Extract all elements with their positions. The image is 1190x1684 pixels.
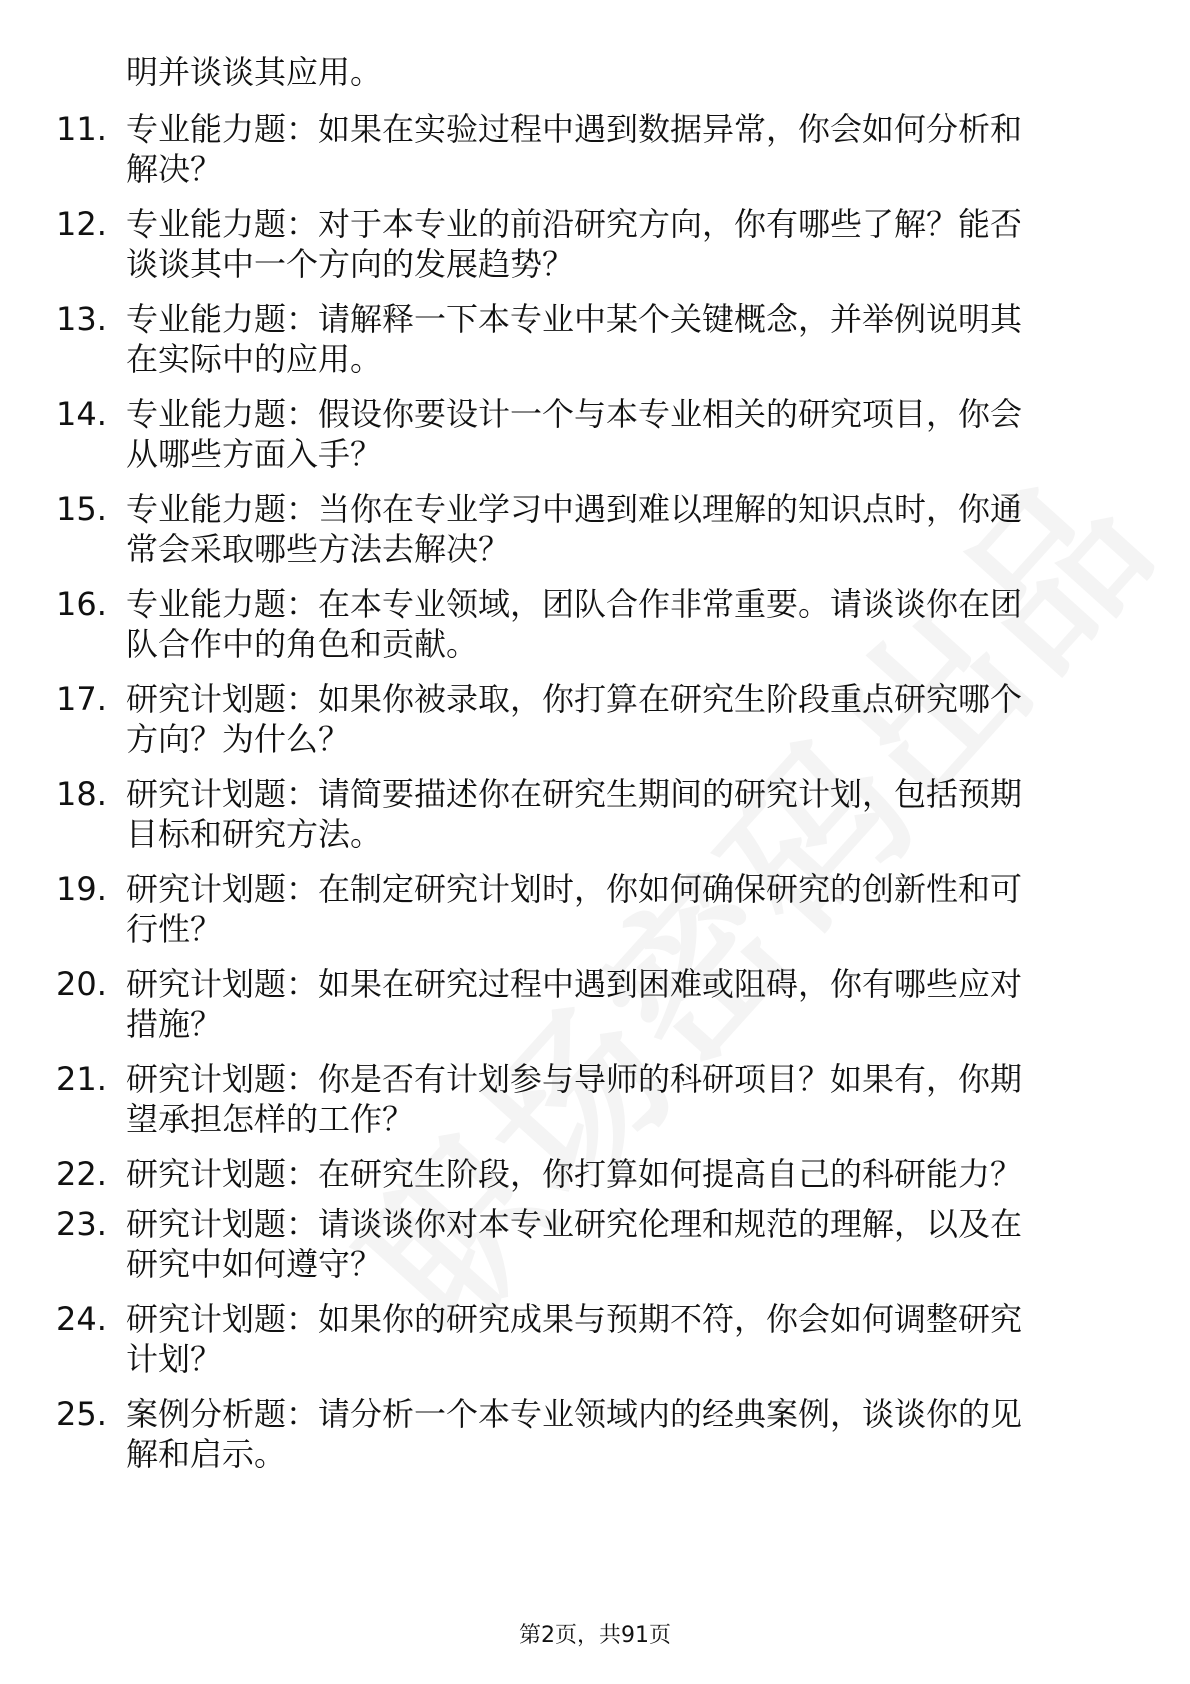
item-text-line1: 案例分析题：请分析一个本专业领域内的经典案例，谈谈你的见 bbox=[126, 1395, 1023, 1433]
list-item bbox=[0, 109, 1190, 199]
item-text-line1: 研究计划题：如果你被录取，你打算在研究生阶段重点研究哪个 bbox=[126, 680, 1023, 718]
item-text-line2: 计划？ bbox=[126, 1340, 223, 1378]
item-text-line1: 研究计划题：你是否有计划参与导师的科研项目？如果有，你期 bbox=[126, 1060, 1023, 1098]
continuation-text: 明并谈谈其应用。 bbox=[126, 53, 383, 91]
item-text-line2: 从哪些方面入手？ bbox=[126, 435, 383, 473]
item-text-line1: 专业能力题：对于本专业的前沿研究方向，你有哪些了解？能否 bbox=[126, 205, 1023, 243]
item-number: 22. bbox=[56, 1155, 107, 1193]
item-text-line1: 研究计划题：在制定研究计划时，你如何确保研究的创新性和可 bbox=[126, 870, 1023, 908]
item-text-line2: 谈谈其中一个方向的发展趋势？ bbox=[126, 245, 575, 283]
item-text-line2: 方向？为什么？ bbox=[126, 720, 351, 758]
item-text-line2: 队合作中的角色和贡献。 bbox=[126, 625, 479, 663]
list-item bbox=[0, 869, 1190, 959]
item-text-line1: 专业能力题：请解释一下本专业中某个关键概念，并举例说明其 bbox=[126, 300, 1023, 338]
item-number: 12. bbox=[56, 205, 107, 243]
list-item bbox=[0, 1299, 1190, 1389]
item-text-line1: 专业能力题：假设你要设计一个与本专业相关的研究项目，你会 bbox=[126, 395, 1023, 433]
item-number: 23. bbox=[56, 1205, 107, 1243]
item-number: 17. bbox=[56, 680, 107, 718]
list-item bbox=[0, 679, 1190, 769]
item-number: 14. bbox=[56, 395, 107, 433]
item-text-line2: 在实际中的应用。 bbox=[126, 340, 383, 378]
item-number: 19. bbox=[56, 870, 107, 908]
list-item bbox=[0, 584, 1190, 674]
item-text-line1: 专业能力题：当你在专业学习中遇到难以理解的知识点时，你通 bbox=[126, 490, 1023, 528]
item-text-line1: 研究计划题：如果在研究过程中遇到困难或阻碍，你有哪些应对 bbox=[126, 965, 1023, 1003]
item-number: 20. bbox=[56, 965, 107, 1003]
item-number: 18. bbox=[56, 775, 107, 813]
list-item bbox=[0, 1154, 1190, 1199]
list-item bbox=[0, 489, 1190, 579]
item-text-line1: 专业能力题：在本专业领域，团队合作非常重要。请谈谈你在团 bbox=[126, 585, 1023, 623]
page-number-footer: 第2页，共91页 bbox=[519, 1623, 671, 1648]
list-item bbox=[0, 964, 1190, 1054]
item-number: 13. bbox=[56, 300, 107, 338]
list-item bbox=[0, 774, 1190, 864]
item-text-line1: 研究计划题：请简要描述你在研究生期间的研究计划，包括预期 bbox=[126, 775, 1023, 813]
item-text-line1: 专业能力题：如果在实验过程中遇到数据异常，你会如何分析和 bbox=[126, 110, 1023, 148]
list-item bbox=[0, 1394, 1190, 1484]
list-item bbox=[0, 1059, 1190, 1149]
item-text-line2: 常会采取哪些方法去解决？ bbox=[126, 530, 511, 568]
list-item bbox=[0, 1204, 1190, 1294]
item-text-line2: 行性？ bbox=[126, 910, 223, 948]
item-number: 11. bbox=[56, 110, 107, 148]
item-text-line2: 望承担怎样的工作？ bbox=[126, 1100, 415, 1138]
item-text-line2: 目标和研究方法。 bbox=[126, 815, 383, 853]
item-text-line1: 研究计划题：请谈谈你对本专业研究伦理和规范的理解，以及在 bbox=[126, 1205, 1023, 1243]
item-text-line1: 研究计划题：如果你的研究成果与预期不符，你会如何调整研究 bbox=[126, 1300, 1023, 1338]
list-item bbox=[0, 299, 1190, 389]
item-number: 21. bbox=[56, 1060, 107, 1098]
item-number: 25. bbox=[56, 1395, 107, 1433]
item-text-line2: 研究中如何遵守？ bbox=[126, 1245, 383, 1283]
item-number: 16. bbox=[56, 585, 107, 623]
item-number: 15. bbox=[56, 490, 107, 528]
item-text-line2: 措施？ bbox=[126, 1005, 223, 1043]
item-text-line2: 解决？ bbox=[126, 150, 223, 188]
item-text-line2: 解和启示。 bbox=[126, 1435, 287, 1473]
item-text-line1: 研究计划题：在研究生阶段，你打算如何提高自己的科研能力？ bbox=[126, 1155, 1023, 1193]
item-number: 24. bbox=[56, 1300, 107, 1338]
list-item bbox=[0, 394, 1190, 484]
list-item bbox=[0, 204, 1190, 294]
